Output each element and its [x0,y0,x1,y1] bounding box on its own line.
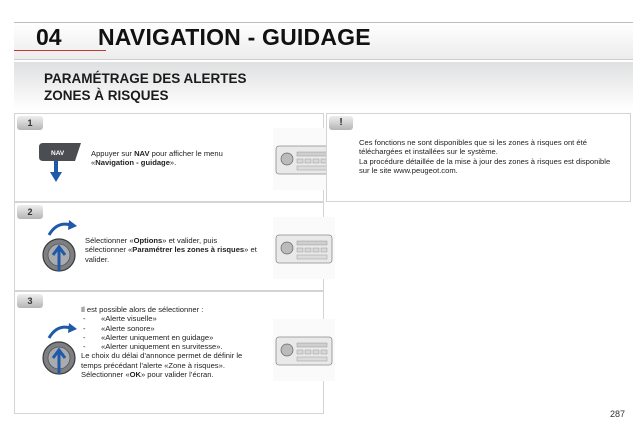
radio-unit-thumbnail [273,319,335,381]
list-item: - «Alerter uniquement en guidage» [81,333,257,342]
step-number-badge: 2 [17,205,43,219]
step-3-intro: Il est possible alors de sélectionner : [81,305,204,314]
rotary-knob-icon [39,322,85,378]
step-3-text [81,305,257,379]
section-title-line2: ZONES À RISQUES [44,88,169,103]
radio-unit-thumbnail [273,217,335,279]
step-panel-3 [14,291,324,414]
list-item: - «Alerte sonore» [81,324,257,333]
nav-button-icon [37,141,83,183]
nav-button-label: NAV [51,150,65,157]
alert-options-list [81,314,257,351]
notice-panel [326,113,631,202]
chapter-title: NAVIGATION - GUIDAGE [98,24,371,50]
list-item: - «Alerte visuelle» [81,314,257,323]
notice-text [359,138,621,175]
step-number-badge: 3 [17,294,43,308]
step-2-text: Sélectionner «Options» et valider, puis sélectionner «Paramétrer les zones à risques» et valider. [85,236,257,264]
list-item: - «Alerter uniquement en survitesse». [81,342,257,351]
confirm-text: Sélectionner «OK» pour valider l’écran. [81,370,214,380]
step-panel-1 [14,113,324,202]
notice-paragraph-2: La procédure détaillée de la mise à jour des zones à risques est disponible sur le site www.peugeot.com. [359,156,611,175]
exclamation-icon: ! [329,116,353,130]
step-number-badge: 1 [17,116,43,130]
notice-paragraph-1: Ces fonctions ne sont disponibles que si les zones à risques ont été téléchargées et installées sur le système. [359,138,587,157]
section-title [44,70,247,104]
page-number: 287 [610,409,626,419]
step-panel-2 [14,202,324,291]
rotary-knob-icon [39,219,85,275]
delay-text: Le choix du délai d’annonce permet de définir le temps précédant l’alerte «Zone à risques». [81,351,243,370]
chapter-header [14,22,633,60]
step-1-text: Appuyer sur NAV pour afficher le menu «Navigation - guidage». [91,149,223,168]
section-header [14,62,633,110]
chapter-number: 04 [36,24,62,50]
section-title-line1: PARAMÉTRAGE DES ALERTES [44,71,247,86]
